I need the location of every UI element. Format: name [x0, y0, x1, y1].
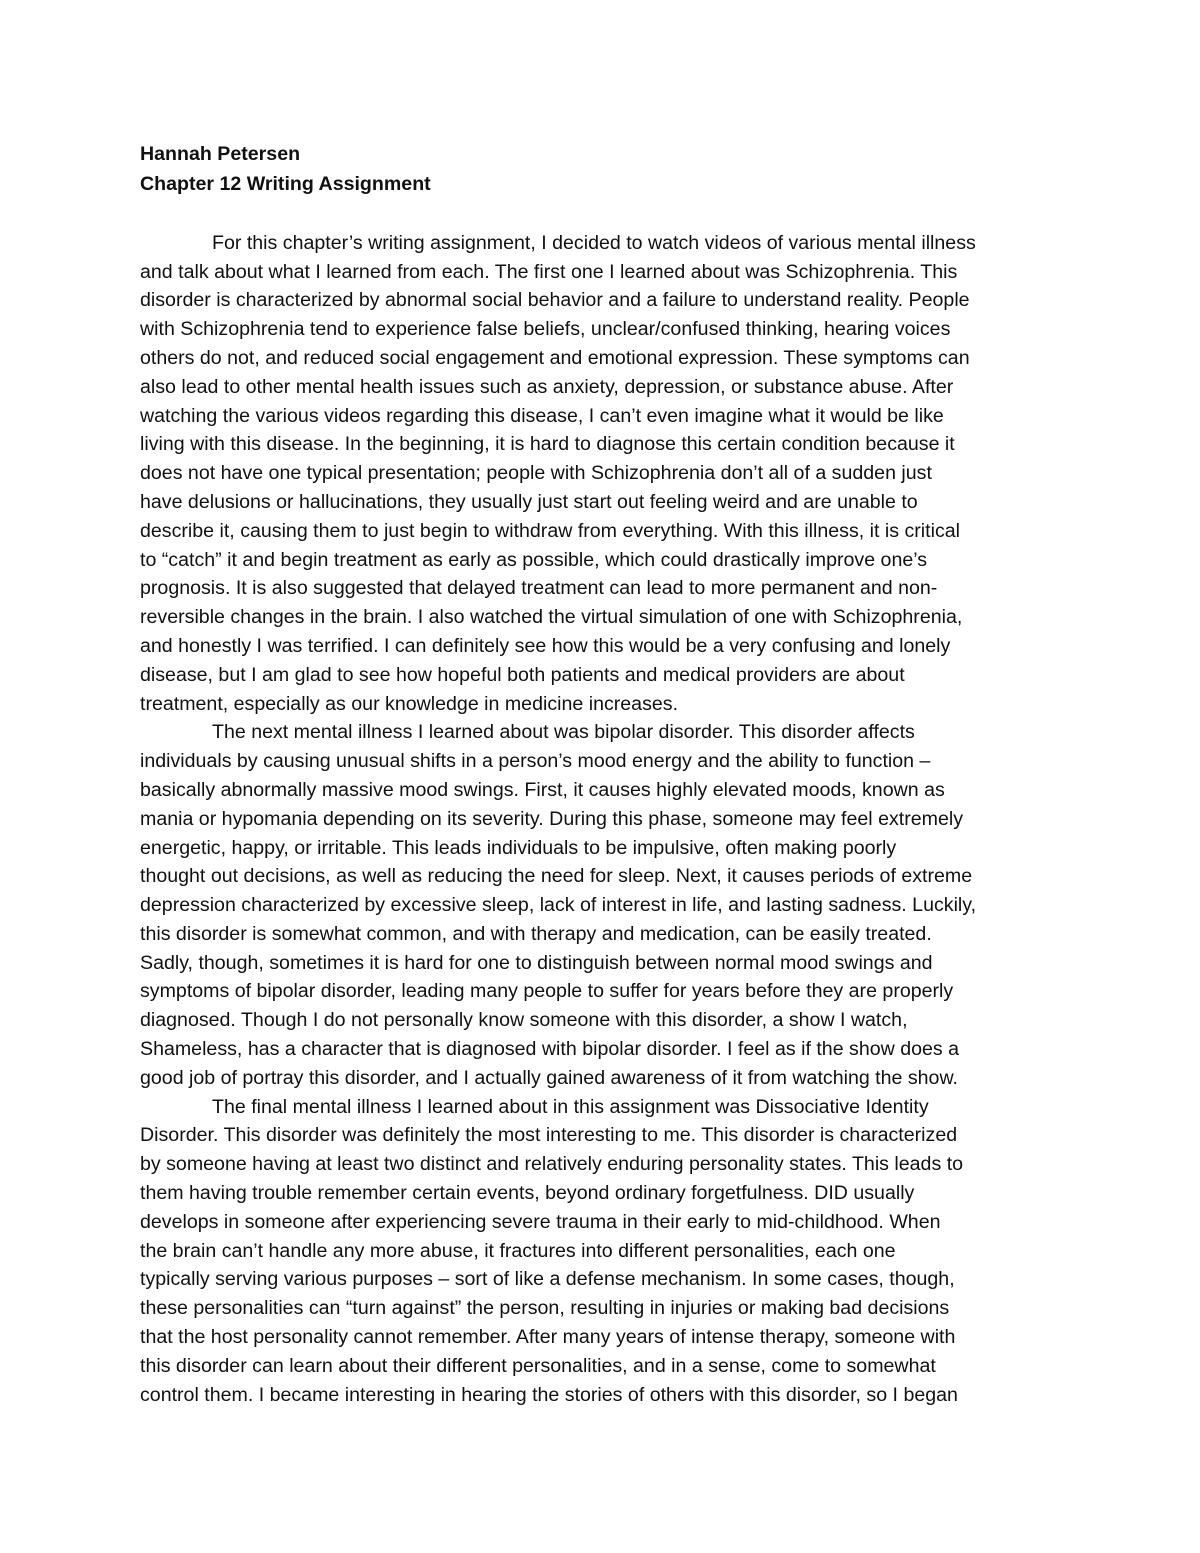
paragraph-line: individuals by causing unusual shifts in a person’s mood energy and the ability to function –: [140, 750, 931, 773]
paragraph-line: Sadly, though, sometimes it is hard for one to distinguish between normal mood swings and: [140, 951, 933, 974]
paragraph-line: these personalities can “turn against” the person, resulting in injuries or making bad decisions: [140, 1297, 950, 1320]
paragraph-line: The final mental illness I learned about in this assignment was Dissociative Identity: [212, 1095, 929, 1118]
paragraph-line: others do not, and reduced social engagement and emotional expression. These symptoms can: [140, 346, 970, 369]
paragraph-line: typically serving various purposes – sort of like a defense mechanism. In some cases, though,: [140, 1268, 955, 1291]
paragraph-line: control them. I became interesting in hearing the stories of others with this disorder, so I began: [140, 1383, 958, 1406]
paragraph-line: Shameless, has a character that is diagnosed with bipolar disorder. I feel as if the show does a: [140, 1038, 960, 1061]
paragraph-line: this disorder can learn about their different personalities, and in a sense, come to somewhat: [140, 1354, 936, 1377]
paragraph-line: the brain can’t handle any more abuse, it fractures into different personalities, each one: [140, 1239, 896, 1262]
paragraph-line: living with this disease. In the beginning, it is hard to diagnose this certain condition because it: [140, 433, 955, 456]
paragraph-line: develops in someone after experiencing severe trauma in their early to mid-childhood. When: [140, 1210, 941, 1233]
paragraph-line: basically abnormally massive mood swings. First, it causes highly elevated moods, known as: [140, 778, 945, 801]
paragraph-line: disease, but I am glad to see how hopeful both patients and medical providers are about: [140, 663, 905, 686]
paragraph-line: and talk about what I learned from each. The first one I learned about was Schizophrenia. This: [140, 260, 958, 283]
paragraph-line: thought out decisions, as well as reducing the need for sleep. Next, it causes periods of extreme: [140, 865, 973, 888]
paragraph-line: with Schizophrenia tend to experience false beliefs, unclear/confused thinking, hearing voices: [140, 318, 951, 341]
paragraph-line: The next mental illness I learned about was bipolar disorder. This disorder affects: [212, 721, 915, 744]
paragraph-line: diagnosed. Though I do not personally know someone with this disorder, a show I watch,: [140, 1009, 908, 1032]
paragraph-line: prognosis. It is also suggested that delayed treatment can lead to more permanent and non-: [140, 577, 938, 600]
paragraph-line: reversible changes in the brain. I also watched the virtual simulation of one with Schizophrenia,: [140, 606, 963, 629]
assignment-title: Chapter 12 Writing Assignment: [140, 172, 431, 195]
paragraph-line: depression characterized by excessive sleep, lack of interest in life, and lasting sadness. Luckily,: [140, 894, 977, 917]
paragraph-line: energetic, happy, or irritable. This leads individuals to be impulsive, often making poorly: [140, 836, 897, 859]
paragraph-line: them having trouble remember certain events, beyond ordinary forgetfulness. DID usually: [140, 1182, 915, 1205]
paragraph-line: this disorder is somewhat common, and with therapy and medication, can be easily treated.: [140, 922, 932, 945]
paragraph-line: and honestly I was terrified. I can definitely see how this would be a very confusing and lonely: [140, 634, 951, 657]
document-body: [140, 140, 1050, 1409]
paragraph-line: For this chapter’s writing assignment, I decided to watch videos of various mental illness: [212, 231, 976, 254]
paragraph-line: Disorder. This disorder was definitely the most interesting to me. This disorder is characterized: [140, 1124, 958, 1147]
paragraph-line: also lead to other mental health issues such as anxiety, depression, or substance abuse. After: [140, 375, 954, 398]
paragraph-line: treatment, especially as our knowledge in medicine increases.: [140, 692, 679, 715]
blank-line: [140, 200, 1050, 229]
paragraph-line: symptoms of bipolar disorder, leading many people to suffer for years before they are properly: [140, 980, 954, 1003]
paragraph-line: does not have one typical presentation; people with Schizophrenia don’t all of a sudden just: [140, 462, 932, 485]
paragraph-line: mania or hypomania depending on its severity. During this phase, someone may feel extremely: [140, 807, 964, 830]
paragraph-line: good job of portray this disorder, and I actually gained awareness of it from watching the show.: [140, 1066, 958, 1089]
paragraph-line: watching the various videos regarding this disease, I can’t even imagine what it would be like: [140, 404, 944, 427]
paragraph-line: describe it, causing them to just begin to withdraw from everything. With this illness, it is critical: [140, 519, 960, 542]
paragraph-line: to “catch” it and begin treatment as early as possible, which could drastically improve one’s: [140, 548, 928, 571]
author-name: Hannah Petersen: [140, 143, 301, 165]
paragraph-line: have delusions or hallucinations, they usually just start out feeling weird and are unable to: [140, 490, 918, 513]
paragraph-line: that the host personality cannot remember. After many years of intense therapy, someone with: [140, 1326, 956, 1349]
paragraph-line: disorder is characterized by abnormal social behavior and a failure to understand reality. People: [140, 289, 970, 312]
paragraph-line: by someone having at least two distinct and relatively enduring personality states. This leads to: [140, 1153, 964, 1176]
